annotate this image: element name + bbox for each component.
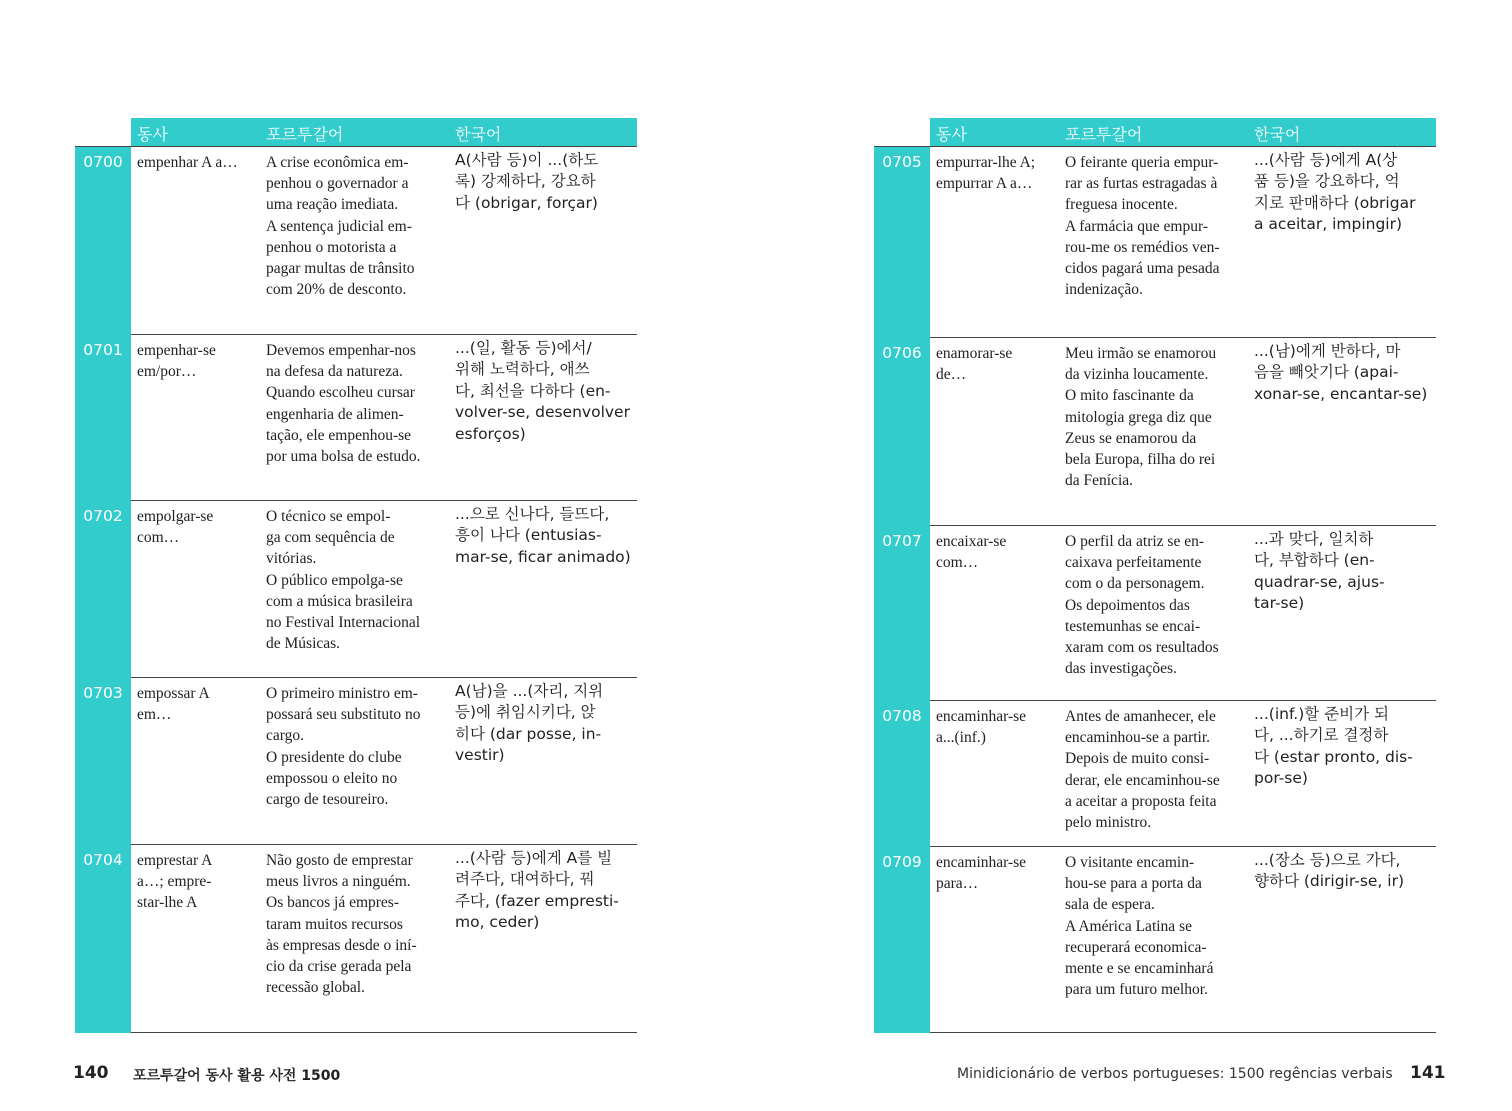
entry-verb: encaminhar-se para… (936, 854, 1027, 893)
table-header (874, 118, 1436, 146)
left-page (75, 118, 637, 1033)
header-korean: 한국어 (1254, 125, 1301, 144)
entry-row (874, 701, 1436, 847)
left-page-number: 140 (73, 1063, 109, 1083)
entry-number: 0707 (874, 526, 930, 701)
entry-verb: empurrar-lhe A; empurrar A a… (936, 154, 1036, 193)
header-verb: 동사 (936, 125, 967, 144)
entry-number: 0703 (75, 678, 131, 845)
entry-row (874, 338, 1436, 526)
header-korean: 한국어 (455, 125, 502, 144)
entry-example: Antes de amanhecer, ele encaminhou-se a partir. Depois de muito consi- derar, ele encaminhou-se a aceitar a proposta feita pelo ministro. (1065, 708, 1220, 832)
table-header (75, 118, 637, 146)
entry-example: Meu irmão se enamorou da vizinha loucamente. O mito fascinante da mitologia grega diz que Zeus se enamorou da bela Europa, filha do rei da Fenícia. (1065, 345, 1217, 490)
entry-example: O feirante queria empur- rar as furtas estragadas à freguesa inocente. A farmácia que empur- rou-me os remédios ven- cidos pagará uma pesada indenização. (1065, 154, 1220, 299)
entry-number: 0709 (874, 847, 930, 1033)
entry-number: 0700 (75, 147, 131, 335)
entry-row (75, 501, 637, 678)
entry-example: Devemos empenhar-nos na defesa da natureza. Quando escolheu cursar engenharia de alimen- tação, ele empenhou-se por uma bolsa de estudo. (266, 342, 421, 466)
entry-number: 0701 (75, 335, 131, 501)
entry-number: 0708 (874, 701, 930, 847)
header-portuguese: 포르투갈어 (1065, 125, 1143, 144)
entry-number: 0705 (874, 147, 930, 338)
entry-row (75, 678, 637, 845)
entry-korean: ...(일, 활동 등)에서/ 위해 노력하다, 애쓰 다, 최선을 다하다 (en- volver-se, desenvolver esforços) (455, 339, 630, 443)
header-band (131, 118, 637, 146)
right-running-title: Minidicionário de verbos portugueses: 1500 regências verbais (957, 1066, 1393, 1082)
entry-row (75, 147, 637, 335)
entry-row (75, 845, 637, 1033)
entry-verb: empenhar-se em/por… (137, 342, 216, 381)
entry-row (874, 526, 1436, 701)
entry-number: 0706 (874, 338, 930, 526)
entry-verb: encaminhar-se a...(inf.) (936, 708, 1027, 747)
entry-example: O perfil da atriz se en- caixava perfeitamente com o da personagem. Os depoimentos das testemunhas se encai- xaram com os resultados das investigações. (1065, 533, 1219, 678)
entry-verb: encaixar-se com… (936, 533, 1007, 572)
entry-example: O visitante encamin- hou-se para a porta da sala de espera. A América Latina se recuperará economica- mente e se encaminhará para um futuro melhor. (1065, 854, 1214, 999)
entry-list (75, 146, 637, 1033)
entry-korean: A(남)을 ...(자리, 지위 등)에 취임시키다, 앉 히다 (dar posse, in- vestir) (455, 682, 604, 765)
entry-example: O técnico se empol- ga com sequência de vitórias. O público empolga-se com a música brasileira no Festival Internacional de Músicas. (266, 508, 421, 653)
entry-verb: emprestar A a…; empre- star-lhe A (137, 852, 213, 912)
header-verb: 동사 (137, 125, 168, 144)
right-page-number: 141 (1410, 1063, 1446, 1083)
entry-korean: ...과 맞다, 일치하 다, 부합하다 (en- quadrar-se, ajus- tar-se) (1254, 530, 1385, 613)
entry-verb: enamorar-se de… (936, 345, 1013, 384)
entry-example: O primeiro ministro em- possará seu substituto no cargo. O presidente do clube empossou o eleito no cargo de tesoureiro. (266, 685, 421, 809)
entry-korean: ...(남)에게 반하다, 마 음을 빼앗기다 (apai- xonar-se, encantar-se) (1254, 342, 1428, 403)
entry-verb: empolgar-se com… (137, 508, 214, 547)
entry-row (874, 147, 1436, 338)
right-page (874, 118, 1436, 1033)
entry-korean: ...(inf.)할 준비가 되 다, ...하기로 결정하 다 (estar pronto, dis- por-se) (1254, 705, 1413, 788)
entry-example: A crise econômica em- penhou o governador a uma reação imediata. A sentença judicial em- penhou o motorista a pagar multas de trânsito com 20% de desconto. (266, 154, 415, 299)
entry-korean: ...으로 신나다, 들뜨다, 흥이 나다 (entusias- mar-se, ficar animado) (455, 505, 631, 566)
entry-korean: A(사람 등)이 ...(하도 록) 강제하다, 강요하 다 (obrigar, forçar) (455, 151, 599, 212)
entry-example: Não gosto de emprestar meus livros a ninguém. Os bancos já empres- taram muitos recursos às empresas desde o iní- cio da crise gerada pela recessão global. (266, 852, 417, 997)
entry-verb: empenhar A a… (137, 154, 238, 171)
header-portuguese: 포르투갈어 (266, 125, 344, 144)
entry-number: 0704 (75, 845, 131, 1033)
row-divider (930, 1032, 1436, 1033)
row-divider (131, 1032, 637, 1033)
entry-list (874, 146, 1436, 1033)
entry-korean: ...(사람 등)에게 A를 빌 려주다, 대여하다, 꿔 주다, (fazer empresti- mo, ceder) (455, 849, 619, 932)
entry-korean: ...(장소 등)으로 가다, 향하다 (dirigir-se, ir) (1254, 851, 1405, 891)
entry-row (874, 847, 1436, 1033)
entry-verb: empossar A em… (137, 685, 210, 724)
left-running-title: 포르투갈어 동사 활용 사전 1500 (133, 1068, 341, 1084)
entry-korean: ...(사람 등)에게 A(상 품 등)을 강요하다, 억 지로 판매하다 (obrigar a aceitar, impingir) (1254, 151, 1416, 234)
entry-number: 0702 (75, 501, 131, 678)
entry-row (75, 335, 637, 501)
header-band (930, 118, 1436, 146)
